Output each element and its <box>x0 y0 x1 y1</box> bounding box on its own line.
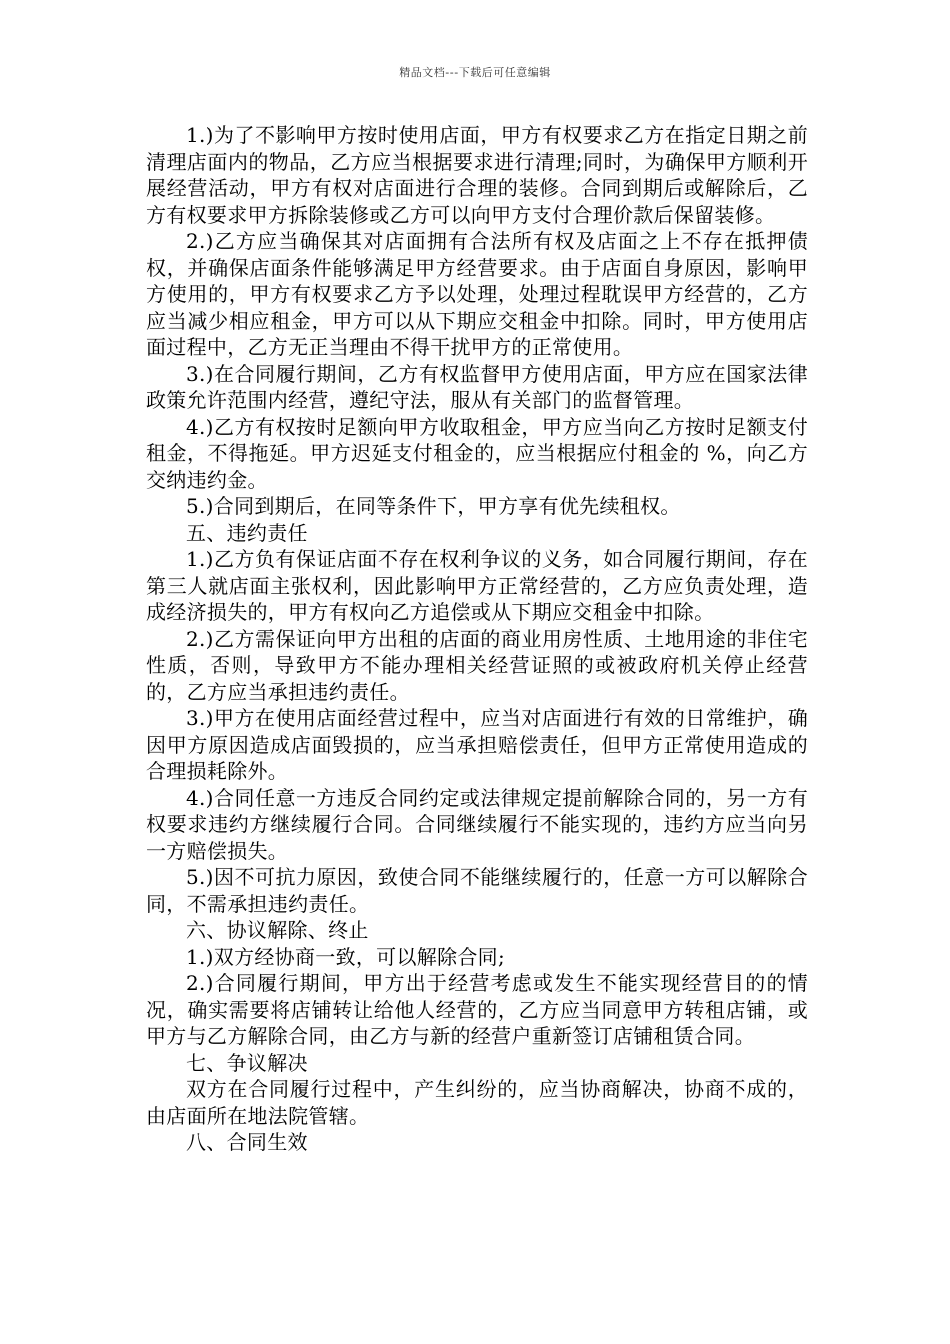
clause-paragraph: 4.)合同任意一方违反合同约定或法律规定提前解除合同的，另一方有权要求违约方继续履行合同。合同继续履行不能实现的，违约方应当向另一方赔偿损失。 <box>146 785 808 863</box>
clause-paragraph: 2.)乙方应当确保其对店面拥有合法所有权及店面之上不存在抵押债权，并确保店面条件能够满足甲方经营要求。由于店面自身原因，影响甲方使用的，甲方有权要求乙方予以处理，处理过程耽误甲方经营的，乙方应当减少相应租金，甲方可以从下期应交租金中扣除。同时，甲方使用店面过程中，乙方无正当理由不得干扰甲方的正常使用。 <box>146 229 808 359</box>
clause-paragraph: 双方在合同履行过程中，产生纠纷的，应当协商解决，协商不成的，由店面所在地法院管辖。 <box>146 1077 808 1128</box>
clause-paragraph: 5.)因不可抗力原因，致使合同不能继续履行的，任意一方可以解除合同，不需承担违约责任。 <box>146 865 808 916</box>
clause-paragraph: 2.)乙方需保证向甲方出租的店面的商业用房性质、土地用途的非住宅性质，否则，导致甲方不能办理相关经营证照的或被政府机关停止经营的，乙方应当承担违约责任。 <box>146 626 808 704</box>
clause-paragraph: 2.)合同履行期间，甲方出于经营考虑或发生不能实现经营目的的情况，确实需要将店铺转让给他人经营的，乙方应当同意甲方转租店铺，或甲方与乙方解除合同，由乙方与新的经营户重新签订店铺租赁合同。 <box>146 971 808 1048</box>
clause-paragraph: 1.)双方经协商一致，可以解除合同; <box>186 944 506 969</box>
clause-paragraph: 1.)乙方负有保证店面不存在权利争议的义务，如合同履行期间，存在第三人就店面主张权利，因此影响甲方正常经营的，乙方应负责处理，造成经济损失的，甲方有权向乙方追偿或从下期应交租金中扣除。 <box>146 547 808 624</box>
clause-paragraph: 3.)甲方在使用店面经营过程中，应当对店面进行有效的日常维护，确因甲方原因造成店面毁损的，应当承担赔偿责任，但甲方正常使用造成的合理损耗除外。 <box>146 706 808 783</box>
document-body <box>146 122 808 1156</box>
clause-paragraph: 1.)为了不影响甲方按时使用店面，甲方有权要求乙方在指定日期之前清理店面内的物品，乙方应当根据要求进行清理;同时，为确保甲方顺利开展经营活动，甲方有权对店面进行合理的装修。合同到期后或解除后，乙方有权要求甲方拆除装修或乙方可以向甲方支付合理价款后保留装修。 <box>146 123 808 227</box>
section-heading: 八、合同生效 <box>186 1130 308 1154</box>
clause-paragraph: 4.)乙方有权按时足额向甲方收取租金，甲方应当向乙方按时足额支付租金，不得拖延。甲方迟延支付租金的，应当根据应付租金的 %，向乙方交纳违约金。 <box>146 414 808 492</box>
clause-paragraph: 5.)合同到期后，在同等条件下，甲方享有优先续租权。 <box>186 494 681 518</box>
clause-paragraph: 3.)在合同履行期间，乙方有权监督甲方使用店面，甲方应在国家法律政策允许范围内经营，遵纪守法，服从有关部门的监督管理。 <box>146 361 808 412</box>
section-heading: 五、违约责任 <box>186 520 308 545</box>
page-header-note: 精品文档---下载后可任意编辑 <box>399 66 551 79</box>
section-heading: 六、协议解除、终止 <box>186 918 369 942</box>
section-heading: 七、争议解决 <box>186 1050 308 1075</box>
